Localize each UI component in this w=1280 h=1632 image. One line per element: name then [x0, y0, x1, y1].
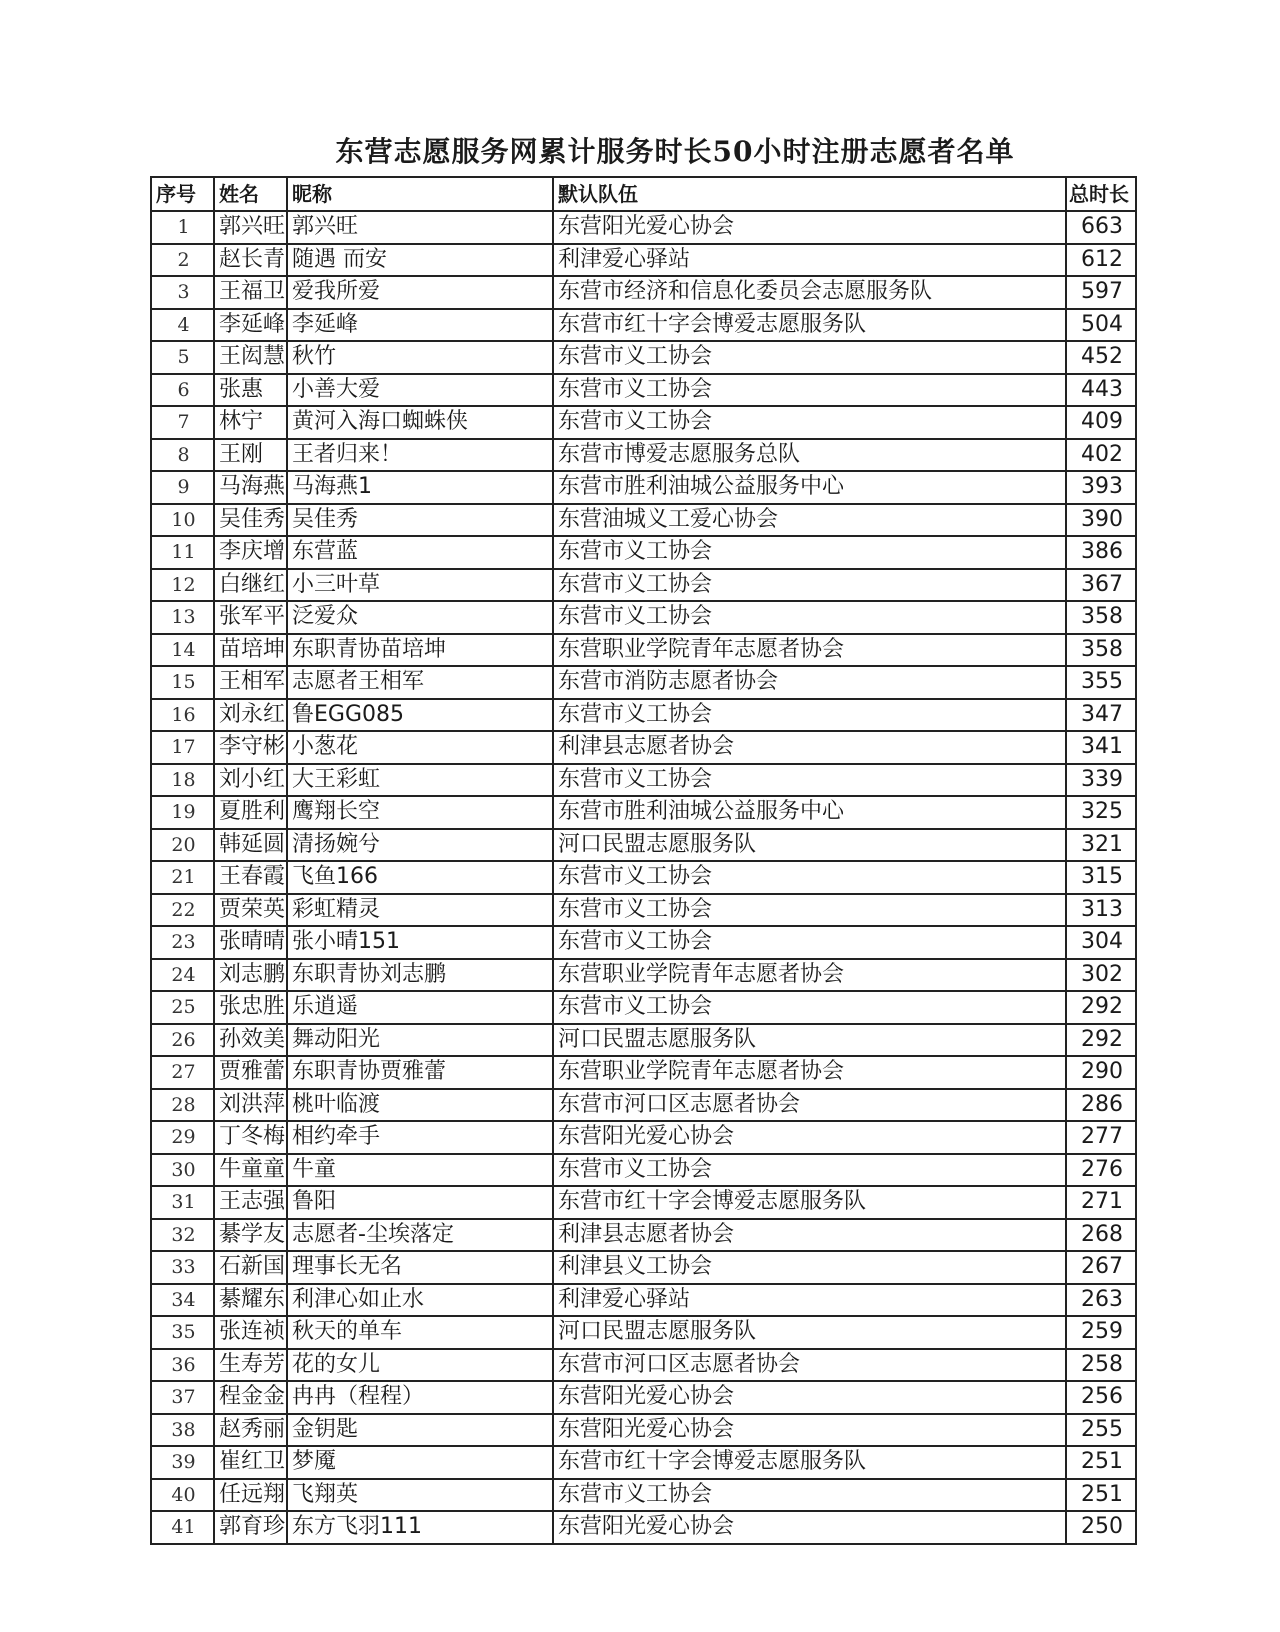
cell-name: 石新国 — [214, 1251, 287, 1284]
cell-name: 林宁 — [214, 406, 287, 439]
table-row — [151, 1479, 1136, 1512]
cell-team: 东营市义工协会 — [553, 1479, 1066, 1512]
cell-nickname: 清扬婉兮 — [287, 829, 553, 862]
cell-index: 12 — [151, 569, 214, 602]
cell-nickname: 牛童 — [287, 1154, 553, 1187]
table-row — [151, 601, 1136, 634]
table-body — [151, 211, 1136, 1544]
cell-name: 牛童童 — [214, 1154, 287, 1187]
table-row — [151, 731, 1136, 764]
cell-hours: 271 — [1066, 1186, 1136, 1219]
cell-hours: 325 — [1066, 796, 1136, 829]
cell-hours: 358 — [1066, 601, 1136, 634]
cell-index: 20 — [151, 829, 214, 862]
cell-name: 刘永红 — [214, 699, 287, 732]
cell-name: 王春霞 — [214, 861, 287, 894]
column-header-index: 序号 — [151, 177, 214, 211]
cell-hours: 292 — [1066, 991, 1136, 1024]
cell-name: 刘志鹏 — [214, 959, 287, 992]
cell-hours: 286 — [1066, 1089, 1136, 1122]
cell-name: 张晴晴 — [214, 926, 287, 959]
cell-name: 綦耀东 — [214, 1284, 287, 1317]
cell-name: 郭兴旺 — [214, 211, 287, 244]
cell-team: 利津爱心驿站 — [553, 1284, 1066, 1317]
table-row — [151, 666, 1136, 699]
cell-nickname: 鹰翔长空 — [287, 796, 553, 829]
cell-index: 18 — [151, 764, 214, 797]
table-row — [151, 829, 1136, 862]
cell-team: 东营市义工协会 — [553, 569, 1066, 602]
cell-team: 东营市经济和信息化委员会志愿服务队 — [553, 276, 1066, 309]
cell-nickname: 利津心如止水 — [287, 1284, 553, 1317]
cell-index: 24 — [151, 959, 214, 992]
cell-team: 东营市义工协会 — [553, 699, 1066, 732]
cell-hours: 313 — [1066, 894, 1136, 927]
table-header — [151, 177, 1136, 211]
cell-nickname: 秋竹 — [287, 341, 553, 374]
cell-nickname: 随遇 而安 — [287, 244, 553, 277]
cell-index: 27 — [151, 1056, 214, 1089]
cell-hours: 258 — [1066, 1349, 1136, 1382]
cell-index: 34 — [151, 1284, 214, 1317]
cell-hours: 663 — [1066, 211, 1136, 244]
cell-nickname: 王者归来！ — [287, 439, 553, 472]
cell-nickname: 飞鱼166 — [287, 861, 553, 894]
table-row — [151, 861, 1136, 894]
cell-team: 东营市义工协会 — [553, 374, 1066, 407]
cell-nickname: 小善大爱 — [287, 374, 553, 407]
cell-index: 32 — [151, 1219, 214, 1252]
cell-nickname: 理事长无名 — [287, 1251, 553, 1284]
table-row — [151, 1414, 1136, 1447]
cell-team: 东营市红十字会博爱志愿服务队 — [553, 309, 1066, 342]
cell-team: 东营市胜利油城公益服务中心 — [553, 471, 1066, 504]
cell-team: 东营市义工协会 — [553, 1154, 1066, 1187]
cell-name: 韩延圆 — [214, 829, 287, 862]
cell-team: 河口民盟志愿服务队 — [553, 1024, 1066, 1057]
cell-name: 孙效美 — [214, 1024, 287, 1057]
cell-index: 28 — [151, 1089, 214, 1122]
cell-hours: 390 — [1066, 504, 1136, 537]
cell-team: 东营市胜利油城公益服务中心 — [553, 796, 1066, 829]
cell-hours: 315 — [1066, 861, 1136, 894]
cell-hours: 255 — [1066, 1414, 1136, 1447]
cell-team: 东营油城义工爱心协会 — [553, 504, 1066, 537]
table-row — [151, 1154, 1136, 1187]
table-row — [151, 244, 1136, 277]
cell-name: 张连祯 — [214, 1316, 287, 1349]
table-row — [151, 536, 1136, 569]
cell-team: 东营市义工协会 — [553, 601, 1066, 634]
cell-name: 任远翔 — [214, 1479, 287, 1512]
cell-hours: 339 — [1066, 764, 1136, 797]
cell-name: 夏胜利 — [214, 796, 287, 829]
cell-name: 张忠胜 — [214, 991, 287, 1024]
cell-nickname: 鲁EGG085 — [287, 699, 553, 732]
cell-index: 10 — [151, 504, 214, 537]
cell-nickname: 郭兴旺 — [287, 211, 553, 244]
cell-team: 东营阳光爱心协会 — [553, 1511, 1066, 1544]
table-row — [151, 1316, 1136, 1349]
cell-index: 31 — [151, 1186, 214, 1219]
cell-index: 38 — [151, 1414, 214, 1447]
cell-team: 东营阳光爱心协会 — [553, 211, 1066, 244]
table-row — [151, 959, 1136, 992]
cell-hours: 277 — [1066, 1121, 1136, 1154]
cell-team: 东营市义工协会 — [553, 341, 1066, 374]
cell-team: 利津爱心驿站 — [553, 244, 1066, 277]
cell-hours: 290 — [1066, 1056, 1136, 1089]
cell-index: 7 — [151, 406, 214, 439]
header-row — [151, 177, 1136, 211]
cell-team: 东营市红十字会博爱志愿服务队 — [553, 1446, 1066, 1479]
cell-team: 利津县义工协会 — [553, 1251, 1066, 1284]
cell-hours: 256 — [1066, 1381, 1136, 1414]
cell-name: 郭育珍 — [214, 1511, 287, 1544]
cell-team: 东营市义工协会 — [553, 861, 1066, 894]
cell-index: 3 — [151, 276, 214, 309]
cell-index: 33 — [151, 1251, 214, 1284]
cell-name: 程金金 — [214, 1381, 287, 1414]
table-row — [151, 1381, 1136, 1414]
cell-index: 5 — [151, 341, 214, 374]
cell-name: 赵秀丽 — [214, 1414, 287, 1447]
cell-nickname: 小三叶草 — [287, 569, 553, 602]
cell-team: 东营阳光爱心协会 — [553, 1381, 1066, 1414]
cell-team: 利津县志愿者协会 — [553, 731, 1066, 764]
cell-hours: 612 — [1066, 244, 1136, 277]
cell-hours: 268 — [1066, 1219, 1136, 1252]
cell-hours: 504 — [1066, 309, 1136, 342]
cell-index: 36 — [151, 1349, 214, 1382]
cell-hours: 393 — [1066, 471, 1136, 504]
cell-hours: 597 — [1066, 276, 1136, 309]
cell-nickname: 小葱花 — [287, 731, 553, 764]
column-header-nickname: 昵称 — [287, 177, 553, 211]
cell-index: 14 — [151, 634, 214, 667]
table-row — [151, 926, 1136, 959]
cell-team: 东营职业学院青年志愿者协会 — [553, 959, 1066, 992]
table-row — [151, 211, 1136, 244]
cell-nickname: 乐逍遥 — [287, 991, 553, 1024]
cell-nickname: 东方飞羽111 — [287, 1511, 553, 1544]
cell-name: 张军平 — [214, 601, 287, 634]
table-row — [151, 374, 1136, 407]
table-row — [151, 894, 1136, 927]
cell-team: 东营市博爱志愿服务总队 — [553, 439, 1066, 472]
cell-index: 39 — [151, 1446, 214, 1479]
cell-team: 东营市义工协会 — [553, 894, 1066, 927]
cell-name: 贾雅蕾 — [214, 1056, 287, 1089]
cell-name: 李守彬 — [214, 731, 287, 764]
table-row — [151, 1024, 1136, 1057]
cell-team: 河口民盟志愿服务队 — [553, 829, 1066, 862]
cell-nickname: 东职青协刘志鹏 — [287, 959, 553, 992]
cell-team: 河口民盟志愿服务队 — [553, 1316, 1066, 1349]
table-row — [151, 796, 1136, 829]
table-row — [151, 341, 1136, 374]
cell-name: 张惠 — [214, 374, 287, 407]
cell-index: 37 — [151, 1381, 214, 1414]
cell-index: 22 — [151, 894, 214, 927]
cell-nickname: 相约牵手 — [287, 1121, 553, 1154]
table-row — [151, 1121, 1136, 1154]
table-row — [151, 1219, 1136, 1252]
cell-index: 16 — [151, 699, 214, 732]
cell-nickname: 东职青协贾雅蕾 — [287, 1056, 553, 1089]
column-header-hours: 总时长 — [1066, 177, 1136, 211]
cell-hours: 321 — [1066, 829, 1136, 862]
cell-name: 赵长青 — [214, 244, 287, 277]
table-row — [151, 406, 1136, 439]
table-row — [151, 276, 1136, 309]
cell-team: 东营职业学院青年志愿者协会 — [553, 1056, 1066, 1089]
cell-nickname: 泛爱众 — [287, 601, 553, 634]
volunteer-table — [150, 176, 1137, 1545]
cell-team: 东营市义工协会 — [553, 991, 1066, 1024]
cell-team: 东营市义工协会 — [553, 406, 1066, 439]
cell-name: 李延峰 — [214, 309, 287, 342]
cell-nickname: 志愿者王相军 — [287, 666, 553, 699]
cell-nickname: 黄河入海口蜘蛛侠 — [287, 406, 553, 439]
cell-name: 马海燕 — [214, 471, 287, 504]
cell-hours: 341 — [1066, 731, 1136, 764]
cell-hours: 259 — [1066, 1316, 1136, 1349]
cell-hours: 276 — [1066, 1154, 1136, 1187]
cell-hours: 409 — [1066, 406, 1136, 439]
cell-nickname: 东营蓝 — [287, 536, 553, 569]
cell-nickname: 马海燕1 — [287, 471, 553, 504]
cell-name: 王福卫 — [214, 276, 287, 309]
cell-nickname: 东职青协苗培坤 — [287, 634, 553, 667]
cell-hours: 386 — [1066, 536, 1136, 569]
cell-team: 东营市消防志愿者协会 — [553, 666, 1066, 699]
cell-team: 东营市红十字会博爱志愿服务队 — [553, 1186, 1066, 1219]
cell-team: 东营市义工协会 — [553, 536, 1066, 569]
cell-hours: 267 — [1066, 1251, 1136, 1284]
cell-index: 1 — [151, 211, 214, 244]
cell-index: 23 — [151, 926, 214, 959]
table-row — [151, 1251, 1136, 1284]
cell-name: 綦学友 — [214, 1219, 287, 1252]
page-title: 东营志愿服务网累计服务时长50小时注册志愿者名单 — [335, 135, 1015, 168]
cell-nickname: 金钥匙 — [287, 1414, 553, 1447]
cell-hours: 443 — [1066, 374, 1136, 407]
cell-index: 11 — [151, 536, 214, 569]
table-row — [151, 439, 1136, 472]
cell-index: 30 — [151, 1154, 214, 1187]
table-row — [151, 471, 1136, 504]
cell-nickname: 李延峰 — [287, 309, 553, 342]
cell-nickname: 大王彩虹 — [287, 764, 553, 797]
cell-name: 贾荣英 — [214, 894, 287, 927]
cell-nickname: 张小晴151 — [287, 926, 553, 959]
cell-name: 王闳慧 — [214, 341, 287, 374]
cell-team: 东营阳光爱心协会 — [553, 1121, 1066, 1154]
cell-name: 李庆增 — [214, 536, 287, 569]
table-row — [151, 309, 1136, 342]
cell-index: 15 — [151, 666, 214, 699]
cell-name: 王刚 — [214, 439, 287, 472]
cell-index: 9 — [151, 471, 214, 504]
cell-index: 8 — [151, 439, 214, 472]
cell-hours: 304 — [1066, 926, 1136, 959]
cell-index: 40 — [151, 1479, 214, 1512]
cell-name: 生寿芳 — [214, 1349, 287, 1382]
cell-nickname: 冉冉（程程） — [287, 1381, 553, 1414]
cell-team: 东营市义工协会 — [553, 926, 1066, 959]
column-header-team: 默认队伍 — [553, 177, 1066, 211]
table-row — [151, 1511, 1136, 1544]
cell-hours: 347 — [1066, 699, 1136, 732]
cell-index: 13 — [151, 601, 214, 634]
cell-index: 17 — [151, 731, 214, 764]
table-row — [151, 1349, 1136, 1382]
cell-index: 26 — [151, 1024, 214, 1057]
cell-name: 刘洪萍 — [214, 1089, 287, 1122]
cell-hours: 358 — [1066, 634, 1136, 667]
cell-index: 25 — [151, 991, 214, 1024]
cell-index: 6 — [151, 374, 214, 407]
table-row — [151, 1446, 1136, 1479]
cell-nickname: 飞翔英 — [287, 1479, 553, 1512]
cell-team: 东营市义工协会 — [553, 764, 1066, 797]
cell-nickname: 秋天的单车 — [287, 1316, 553, 1349]
cell-hours: 452 — [1066, 341, 1136, 374]
cell-name: 丁冬梅 — [214, 1121, 287, 1154]
cell-hours: 251 — [1066, 1446, 1136, 1479]
cell-index: 35 — [151, 1316, 214, 1349]
cell-name: 吴佳秀 — [214, 504, 287, 537]
cell-nickname: 梦魇 — [287, 1446, 553, 1479]
cell-index: 29 — [151, 1121, 214, 1154]
cell-hours: 302 — [1066, 959, 1136, 992]
cell-team: 东营阳光爱心协会 — [553, 1414, 1066, 1447]
cell-index: 2 — [151, 244, 214, 277]
table-row — [151, 634, 1136, 667]
cell-nickname: 花的女儿 — [287, 1349, 553, 1382]
cell-nickname: 志愿者-尘埃落定 — [287, 1219, 553, 1252]
cell-team: 东营市河口区志愿者协会 — [553, 1349, 1066, 1382]
table-row — [151, 569, 1136, 602]
table-row — [151, 1284, 1136, 1317]
table-row — [151, 699, 1136, 732]
column-header-name: 姓名 — [214, 177, 287, 211]
cell-hours: 367 — [1066, 569, 1136, 602]
cell-name: 刘小红 — [214, 764, 287, 797]
cell-name: 王相军 — [214, 666, 287, 699]
cell-hours: 402 — [1066, 439, 1136, 472]
cell-hours: 263 — [1066, 1284, 1136, 1317]
table-row — [151, 1056, 1136, 1089]
table-row — [151, 1186, 1136, 1219]
table-row — [151, 1089, 1136, 1122]
cell-nickname: 舞动阳光 — [287, 1024, 553, 1057]
cell-nickname: 鲁阳 — [287, 1186, 553, 1219]
table-row — [151, 764, 1136, 797]
cell-nickname: 桃叶临渡 — [287, 1089, 553, 1122]
cell-index: 4 — [151, 309, 214, 342]
cell-team: 东营市河口区志愿者协会 — [553, 1089, 1066, 1122]
cell-index: 21 — [151, 861, 214, 894]
cell-nickname: 爱我所爱 — [287, 276, 553, 309]
cell-team: 利津县志愿者协会 — [553, 1219, 1066, 1252]
cell-hours: 355 — [1066, 666, 1136, 699]
cell-nickname: 彩虹精灵 — [287, 894, 553, 927]
cell-name: 王志强 — [214, 1186, 287, 1219]
cell-name: 崔红卫 — [214, 1446, 287, 1479]
cell-name: 苗培坤 — [214, 634, 287, 667]
cell-hours: 292 — [1066, 1024, 1136, 1057]
cell-index: 19 — [151, 796, 214, 829]
cell-index: 41 — [151, 1511, 214, 1544]
table-row — [151, 504, 1136, 537]
cell-nickname: 吴佳秀 — [287, 504, 553, 537]
cell-hours: 251 — [1066, 1479, 1136, 1512]
cell-name: 白继红 — [214, 569, 287, 602]
cell-hours: 250 — [1066, 1511, 1136, 1544]
cell-team: 东营职业学院青年志愿者协会 — [553, 634, 1066, 667]
table-row — [151, 991, 1136, 1024]
